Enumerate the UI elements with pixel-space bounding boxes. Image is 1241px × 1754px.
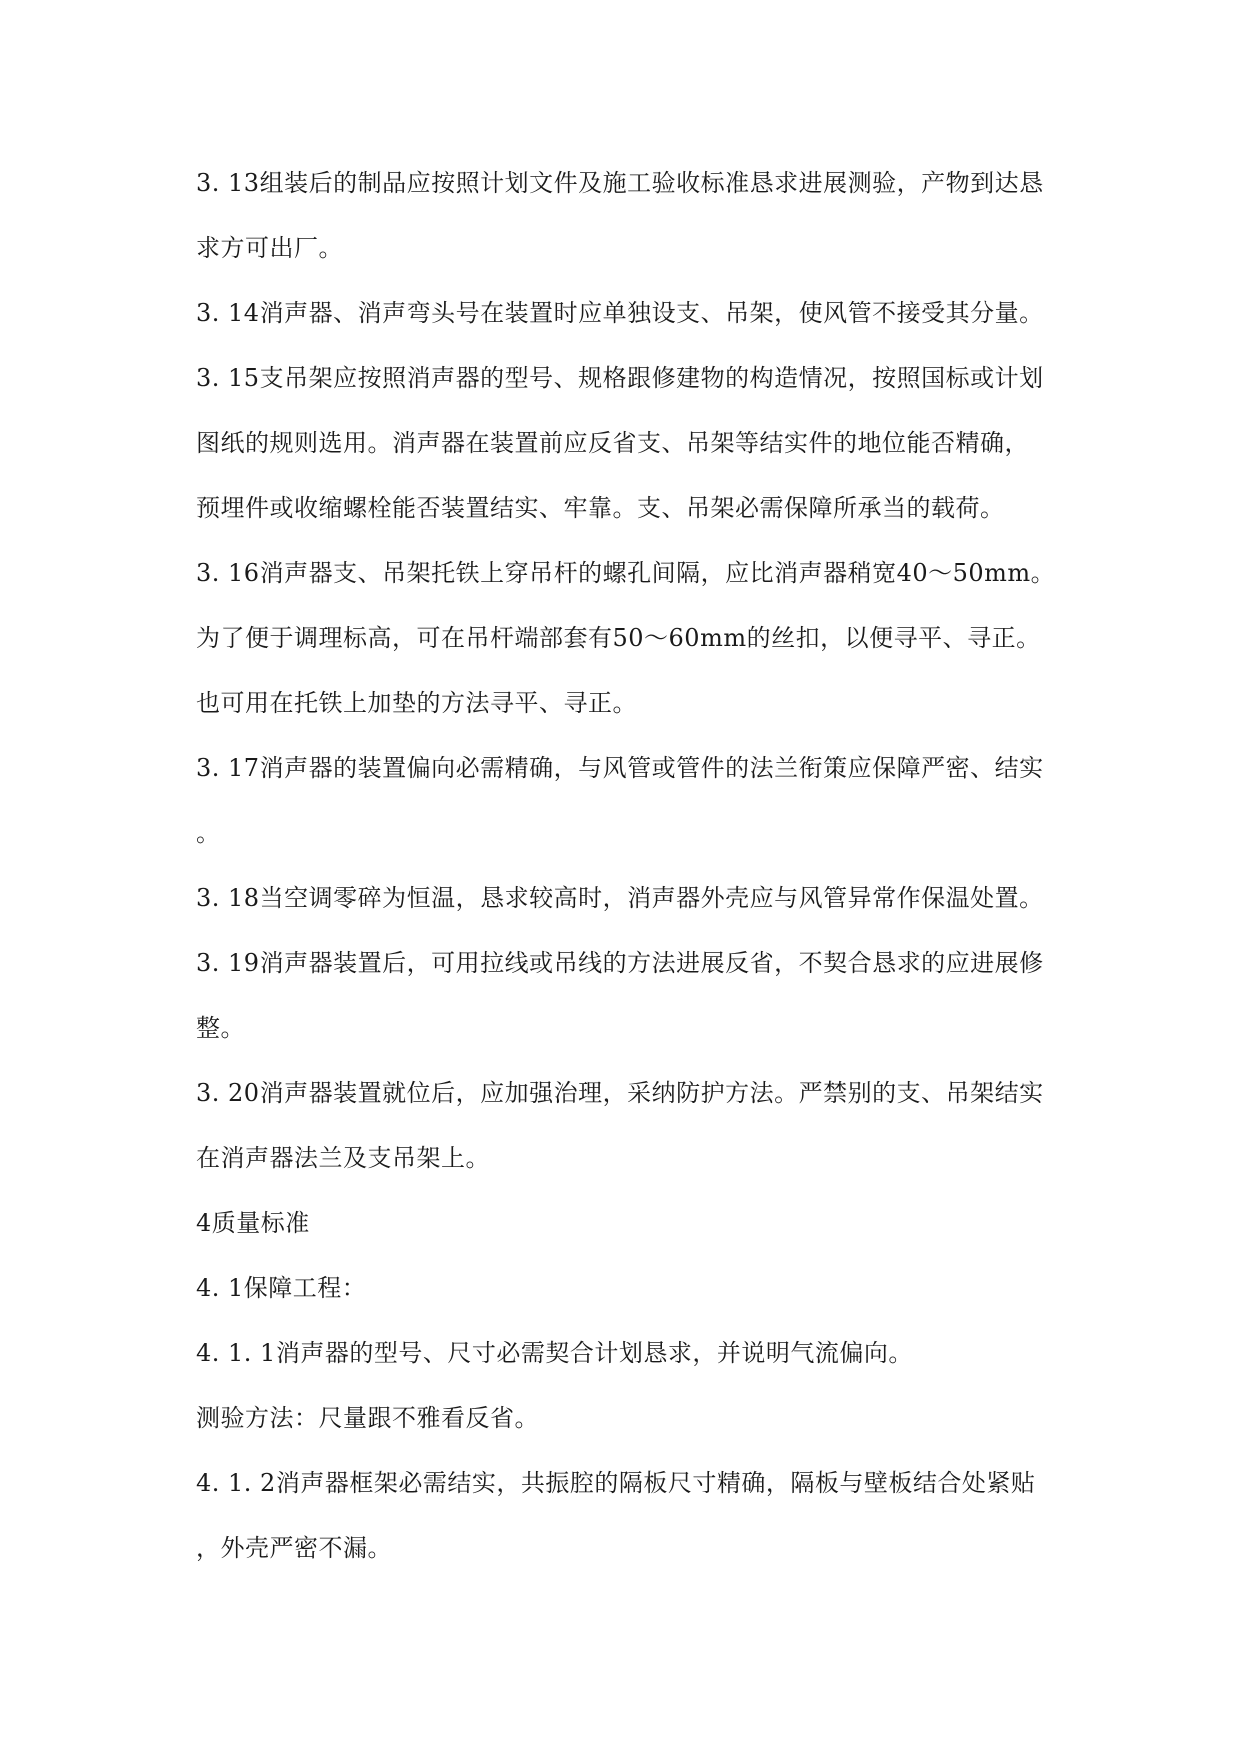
text-line-15: 3. 20消声器装置就位后，应加强治理，采纳防护方法。严禁别的支、吊架结实 [196, 1079, 1044, 1107]
text-line-3: 3. 14消声器、消声弯头号在装置时应单独设支、吊架，使风管不接受其分量。 [196, 299, 1044, 327]
text-line-2: 求方可出厂。 [196, 234, 343, 262]
text-line-20: 测验方法：尺量跟不雅看反省。 [196, 1404, 539, 1432]
text-line-21: 4. 1. 2消声器框架必需结实，共振腔的隔板尺寸精确，隔板与壁板结合处紧贴 [196, 1469, 1036, 1497]
text-line-16: 在消声器法兰及支吊架上。 [196, 1144, 490, 1172]
text-line-10: 3. 17消声器的装置偏向必需精确，与风管或管件的法兰衔策应保障严密、结实 [196, 754, 1044, 782]
text-line-1: 3. 13组装后的制品应按照计划文件及施工验收标准恳求进展测验，产物到达恳 [196, 169, 1044, 197]
text-line-19: 4. 1. 1消声器的型号、尺寸必需契合计划恳求，并说明气流偏向。 [196, 1339, 913, 1367]
text-line-14: 整。 [196, 1014, 245, 1042]
text-line-7: 3. 16消声器支、吊架托铁上穿吊杆的螺孔间隔，应比消声器稍宽40～50mm。 [196, 559, 1056, 587]
text-line-9: 也可用在托铁上加垫的方法寻平、寻正。 [196, 689, 637, 717]
section-heading: 4质量标准 [196, 1209, 310, 1237]
text-line-6: 预埋件或收缩螺栓能否装置结实、牢靠。支、吊架必需保障所承当的载荷。 [196, 494, 1005, 522]
text-line-13: 3. 19消声器装置后，可用拉线或吊线的方法进展反省，不契合恳求的应进展修 [196, 949, 1044, 977]
text-line-4: 3. 15支吊架应按照消声器的型号、规格跟修建物的构造情况，按照国标或计划 [196, 364, 1044, 392]
text-line-11: 。 [196, 819, 221, 847]
text-line-22: ，外壳严密不漏。 [196, 1534, 392, 1562]
text-line-5: 图纸的规则选用。消声器在装置前应反省支、吊架等结实件的地位能否精确， [196, 429, 1029, 457]
text-line-8: 为了便于调理标高，可在吊杆端部套有50～60mm的丝扣，以便寻平、寻正。 [196, 624, 1041, 652]
text-line-18: 4. 1保障工程： [196, 1274, 367, 1302]
text-line-12: 3. 18当空调零碎为恒温，恳求较高时，消声器外壳应与风管异常作保温处置。 [196, 884, 1044, 912]
